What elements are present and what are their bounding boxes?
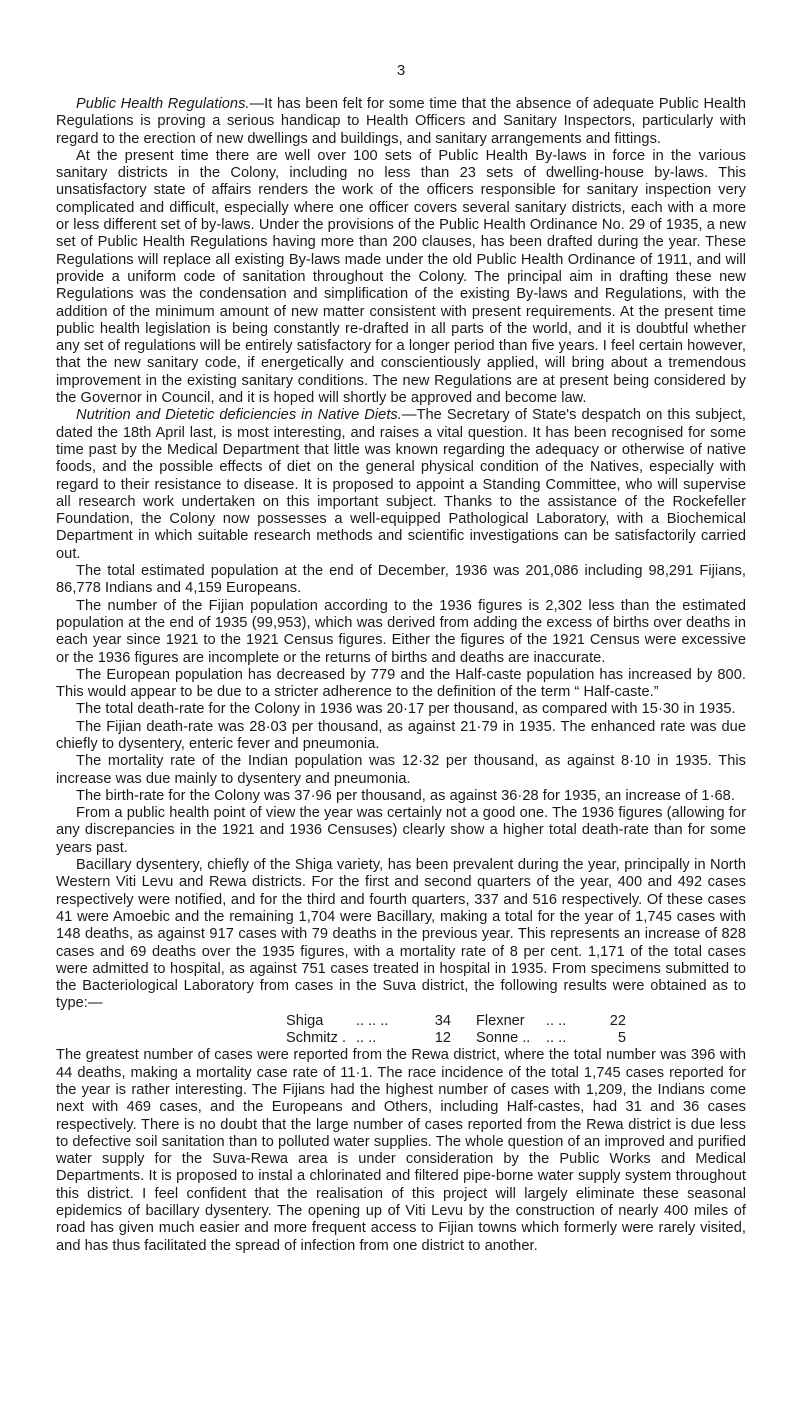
leader-dots: .. .. xyxy=(546,1030,567,1047)
paragraph-text: The greatest number of cases were reported from the Rewa district, where the total number was 396 with 44 deaths, making a mortality case rate of 11·1. The race incidence of the total 1,745 cases reported for the year is rather interesting. The Fijians had the highest number of cases with 1,209, the Indians come next with 469 cases, and the Europeans and Others, including Half-castes, had 31 and 36 cases respectively. There is no doubt that the large number of cases reported from the Rewa district is due less to defective soil sanitation than to polluted water supplies. The whole question of an improved and purified water supply for the Suva-Rewa area is under consideration by the Public Works and Medical Departments. It is proposed to instal a chlorinated and filtered pipe-borne water supply system throughout this district. I feel confident that the realisation of this project will largely eliminate these seasonal epidemics of bacillary dysentery. The opening up of Viti Levu by the construction of nearly 400 miles of road has given much easier and more frequent access to Fijian towns which formerly were rarely visited, and has thus facilitated the spread of infection from one district to another. xyxy=(56,1047,746,1254)
paragraph xyxy=(56,667,746,702)
paragraph xyxy=(56,719,746,754)
paragraph xyxy=(56,857,746,1013)
paragraph-heading: Nutrition and Dietetic deficiencies in Native Diets. xyxy=(76,407,402,424)
paragraph-text: The European population has decreased by 779 and the Half-caste population has increased by 800. This would appear to be due to a stricter adherence to the definition of the term “ Half-caste.” xyxy=(56,666,746,701)
paragraph-text: —It has been felt for some time that the absence of adequate Public Health Regulations is proving a serious handicap to Health Officers and Sanitary Inspectors, particularly with regard to the erection of new dwellings and buildings, and sanitary arrangements and fittings. xyxy=(56,96,746,147)
type-table-row xyxy=(286,1030,746,1047)
paragraph xyxy=(56,96,746,148)
paragraph xyxy=(56,407,746,563)
leader-dots: .. .. xyxy=(546,1012,567,1029)
paragraph-text: The total death-rate for the Colony in 1936 was 20·17 per thousand, as compared with 15·30 in 1935. xyxy=(76,701,736,718)
type-count: 34 xyxy=(434,1012,451,1029)
type-count: 12 xyxy=(434,1030,451,1047)
body-text xyxy=(56,96,746,1255)
type-name: Flexner xyxy=(476,1012,525,1029)
paragraph-text: The birth-rate for the Colony was 37·96 per thousand, as against 36·28 for 1935, an increase of 1·68. xyxy=(76,787,735,804)
page-number: 3 xyxy=(396,62,406,79)
leader-dots: .. .. xyxy=(356,1030,377,1047)
paragraph xyxy=(56,805,746,857)
paragraph-text: The total estimated population at the end of December, 1936 was 201,086 including 98,291 Fijians, 86,778 Indians and 4,159 Europeans. xyxy=(56,563,746,597)
paragraph-text: The Fijian death-rate was 28·03 per thousand, as against 21·79 in 1935. The enhanced rate was due chiefly to dysentery, enteric fever and pneumonia. xyxy=(56,718,746,752)
leader-dots: .. .. .. xyxy=(356,1012,389,1029)
paragraph-text: Bacillary dysentery, chiefly of the Shiga variety, has been prevalent during the year, principally in North Western Viti Levu and Rewa districts. For the first and second quarters of the year, 400 and 492 cases respectively were notified, and for the third and fourth quarters, 337 and 516 respectively. Of these cases 41 were Amoebic and the remaining 1,704 were Bacillary, making a total for the year of 1,745 cases with 148 deaths, as against 917 cases with 79 deaths in the previous year. This represents an increase of 828 cases and 69 deaths over the 1935 figures, with a mortality rate of 8 per cent. 1,171 of the total cases were admitted to hospital, as against 751 cases treated in hospital in 1935. From specimens submitted to the Bacteriological Laboratory from cases in the Suva district, the following results were obtained as to type:— xyxy=(56,857,746,1012)
paragraph xyxy=(56,701,746,718)
type-name: Schmitz . xyxy=(286,1030,347,1047)
paragraph xyxy=(56,1047,746,1255)
paragraph-text: —The Secretary of State's despatch on this subject, dated the 18th April last, is most interesting, and raises a vital question. It has been recognised for some time past by the Medical Department that little was known regarding the adequacy or otherwise of native foods, and the possible effects of diet on the general physical condition of the Natives, especially with regard to their resistance to disease. It is proposed to appoint a Standing Committee, who will supervise all research work undertaken on this important subject. Thanks to the assistance of the Rockefeller Foundation, the Colony now possesses a well-equipped Pathological Laboratory, with a Biochemical Department in which suitable research methods and scientific investigations can be satisfactorily carried out. xyxy=(56,407,747,562)
paragraph xyxy=(56,753,746,788)
paragraph xyxy=(56,788,746,805)
paragraph-text: From a public health point of view the year was certainly not a good one. The 1936 figures (allowing for any discrepancies in the 1921 and 1936 Censuses) clearly show a higher total death-rate than for some years past. xyxy=(56,805,746,856)
paragraph-text: The number of the Fijian population according to the 1936 figures is 2,302 less than the estimated population at the end of 1935 (99,953), which was derived from adding the excess of births over deaths in each year since 1921 to the 1921 Census figures. Either the figures of the 1921 Census were excessive or the 1936 figures are incomplete or the returns of births and deaths are inaccurate. xyxy=(56,597,746,666)
paragraph-text: At the present time there are well over 100 sets of Public Health By-laws in force in the various sanitary districts in the Colony, including no less than 23 sets of dwelling-house by-laws. This unsatisfactory state of affairs renders the work of the officers responsible for sanitary inspection very complicated and difficult, especially where one officer covers several sanitary districts, each with a more or less different set of by-laws. Under the provisions of the Public Health Ordinance No. 29 of 1935, a new set of Public Health Regulations having more than 200 clauses, has been drafted during the year. These Regulations will replace all existing By-laws made under the old Public Health Ordinance of 1911, and will provide a uniform code of sanitation throughout the Colony. The principal aim in drafting these new Regulations was the condensation and simplification of the existing By-laws and Regulations, with the addition of the minimum amount of new matter consistent with present requirements. At the present time public health legislation is being constantly re-drafted in all parts of the world, and it is doubtful whether any set of regulations will be entirely satisfactory for a longer period than five years. I feel certain however, that the new sanitary code, if energetically and conscientiously applied, will bring about a tremendous improvement in the existing sanitary conditions. The new Regulations are at present being considered by the Governor in Council, and it is hoped will shortly be approved and become law. xyxy=(56,147,746,407)
paragraph xyxy=(56,598,746,667)
paragraph-text: The mortality rate of the Indian population was 12·32 per thousand, as against 8·10 in 1935. This increase was due mainly to dysentery and pneumonia. xyxy=(56,753,746,787)
type-count: 22 xyxy=(609,1012,626,1029)
paragraph xyxy=(56,563,746,598)
type-name: Sonne .. xyxy=(476,1030,531,1047)
type-count: 5 xyxy=(617,1030,626,1047)
paragraph xyxy=(56,148,746,407)
type-name: Shiga xyxy=(286,1012,324,1029)
type-table-row xyxy=(286,1013,746,1030)
paragraph-heading: Public Health Regulations. xyxy=(76,96,250,112)
